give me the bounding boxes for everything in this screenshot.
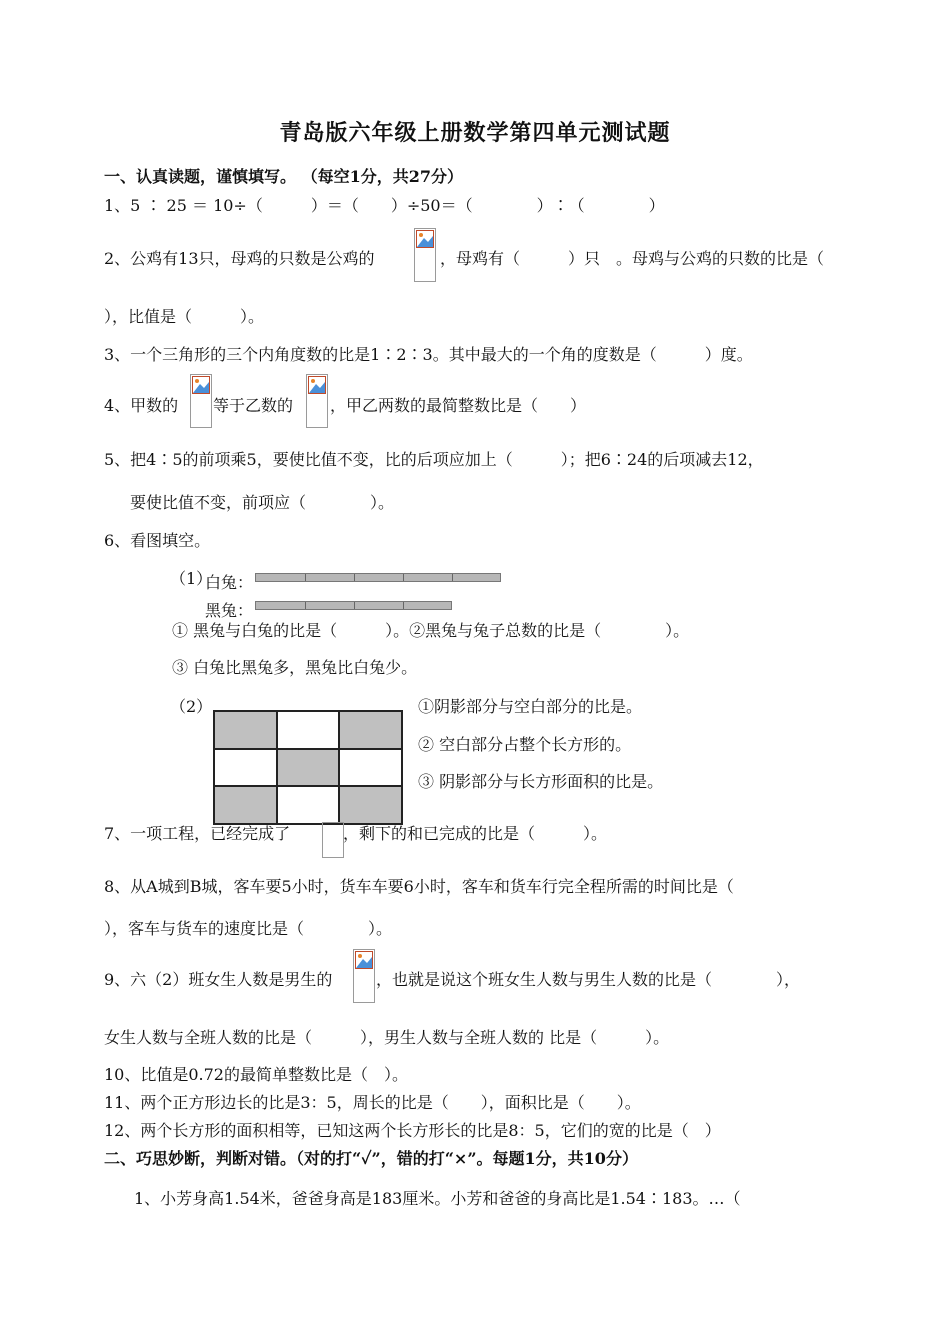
question-6-1-a: ① 黑兔与白兔的比是（ ）。②黑兔与兔子总数的比是（ ）。	[172, 621, 690, 640]
question-6-1-label: （1）	[170, 569, 213, 588]
broken-image-icon	[416, 230, 434, 248]
fraction-image-placeholder	[353, 949, 375, 1003]
fraction-image-placeholder	[322, 822, 344, 858]
question-4-part-b: 等于乙数的	[213, 396, 294, 415]
broken-image-icon	[192, 376, 210, 394]
question-6-2-label: （2）	[170, 697, 213, 716]
shaded-rectangle-grid	[213, 710, 403, 825]
section-1-heading: 一、认真读题，谨慎填写。 （每空1分，共27分）	[104, 167, 463, 186]
bar-divider	[305, 574, 306, 581]
section-2-heading: 二、巧思妙断，判断对错。（对的打“✓”，错的打“×”。每题1分，共10分）	[104, 1149, 638, 1168]
grid-cell-blank	[214, 749, 277, 787]
question-2-part-c: ），比值是（ ）。	[104, 307, 265, 326]
broken-image-icon	[308, 376, 326, 394]
bar-divider	[305, 602, 306, 609]
question-6: 6、看图填空。	[104, 531, 211, 550]
question-8-part-a: 8、从A城到B城，客车要5小时，货车车要6小时，客车和货车行完全程所需的时间比是（	[104, 877, 734, 896]
black-rabbit-bar	[255, 601, 452, 610]
question-6-2-b: ② 空白部分占整个长方形的。	[418, 735, 632, 754]
question-8-part-b: ），客车与货车的速度比是（ ）。	[104, 919, 393, 938]
question-9-part-c: 女生人数与全班人数的比是（ ），男生人数与全班人数的 比是（ ）。	[104, 1028, 670, 1047]
grid-cell-shaded	[339, 711, 402, 749]
grid-cell-blank	[339, 749, 402, 787]
question-3: 3、一个三角形的三个内角度数的比是1∶2∶3。其中最大的一个角的度数是（ ）度。	[104, 345, 753, 364]
white-rabbit-label: 白兔：	[205, 573, 254, 592]
grid-cell-shaded	[214, 711, 277, 749]
grid-cell-blank	[277, 711, 340, 749]
question-5-part-a: 5、把4∶5的前项乘5，要使比值不变，比的后项应加上（ ）；把6∶24的后项减去12，	[104, 450, 764, 469]
black-rabbit-label: 黑兔：	[205, 601, 254, 620]
question-2-part-b: ，母鸡有（ ）只 。母鸡与公鸡的只数的比是（	[440, 249, 825, 268]
broken-image-icon	[355, 951, 373, 969]
question-9-part-a: 9、六（2）班女生人数是男生的	[104, 970, 333, 989]
grid-cell-shaded	[339, 786, 402, 824]
question-1: 1、5 ∶ 25 ＝ 10÷（ ）＝（ ）÷50＝（ ）∶（ ）	[104, 196, 665, 215]
question-7-part-b: ，剩下的和已完成的比是（ ）。	[343, 824, 608, 843]
question-4-part-a: 4、甲数的	[104, 396, 179, 415]
question-5-part-b: 要使比值不变，前项应（ ）。	[130, 493, 395, 512]
question-2-part-a: 2、公鸡有13只，母鸡的只数是公鸡的	[104, 249, 375, 268]
question-4-part-c: ，甲乙两数的最简整数比是（ ）	[330, 396, 587, 415]
bar-divider	[403, 574, 404, 581]
question-10: 10、比值是0.72的最简单整数比是（ ）。	[104, 1065, 408, 1084]
question-12: 12、两个长方形的面积相等，已知这两个长方形长的比是8：5，它们的宽的比是（ ）	[104, 1121, 721, 1140]
judge-question-1: 1、小芳身高1.54米，爸爸身高是183厘米。小芳和爸爸的身高比是1.54∶183。…（	[134, 1189, 741, 1208]
bar-divider	[354, 602, 355, 609]
bar-divider	[452, 574, 453, 581]
question-6-1-b: ③ 白兔比黑兔多，黑兔比白兔少。	[172, 658, 418, 677]
question-6-2-c: ③ 阴影部分与长方形面积的比是。	[418, 772, 664, 791]
bar-divider	[403, 602, 404, 609]
fraction-image-placeholder	[306, 374, 328, 428]
white-rabbit-bar	[255, 573, 501, 582]
question-9-part-b: ，也就是说这个班女生人数与男生人数的比是（ ），	[376, 970, 801, 989]
bar-divider	[354, 574, 355, 581]
fraction-image-placeholder	[190, 374, 212, 428]
grid-cell-shaded	[214, 786, 277, 824]
page-title: 青岛版六年级上册数学第四单元测试题	[279, 120, 671, 146]
question-6-2-a: ①阴影部分与空白部分的比是。	[418, 697, 643, 716]
question-7-part-a: 7、一项工程，已经完成了	[104, 824, 291, 843]
fraction-image-placeholder	[414, 228, 436, 282]
question-11: 11、两个正方形边长的比是3：5，周长的比是（ ），面积比是（ ）。	[104, 1093, 641, 1112]
grid-cell-blank	[277, 786, 340, 824]
grid-cell-shaded	[277, 749, 340, 787]
